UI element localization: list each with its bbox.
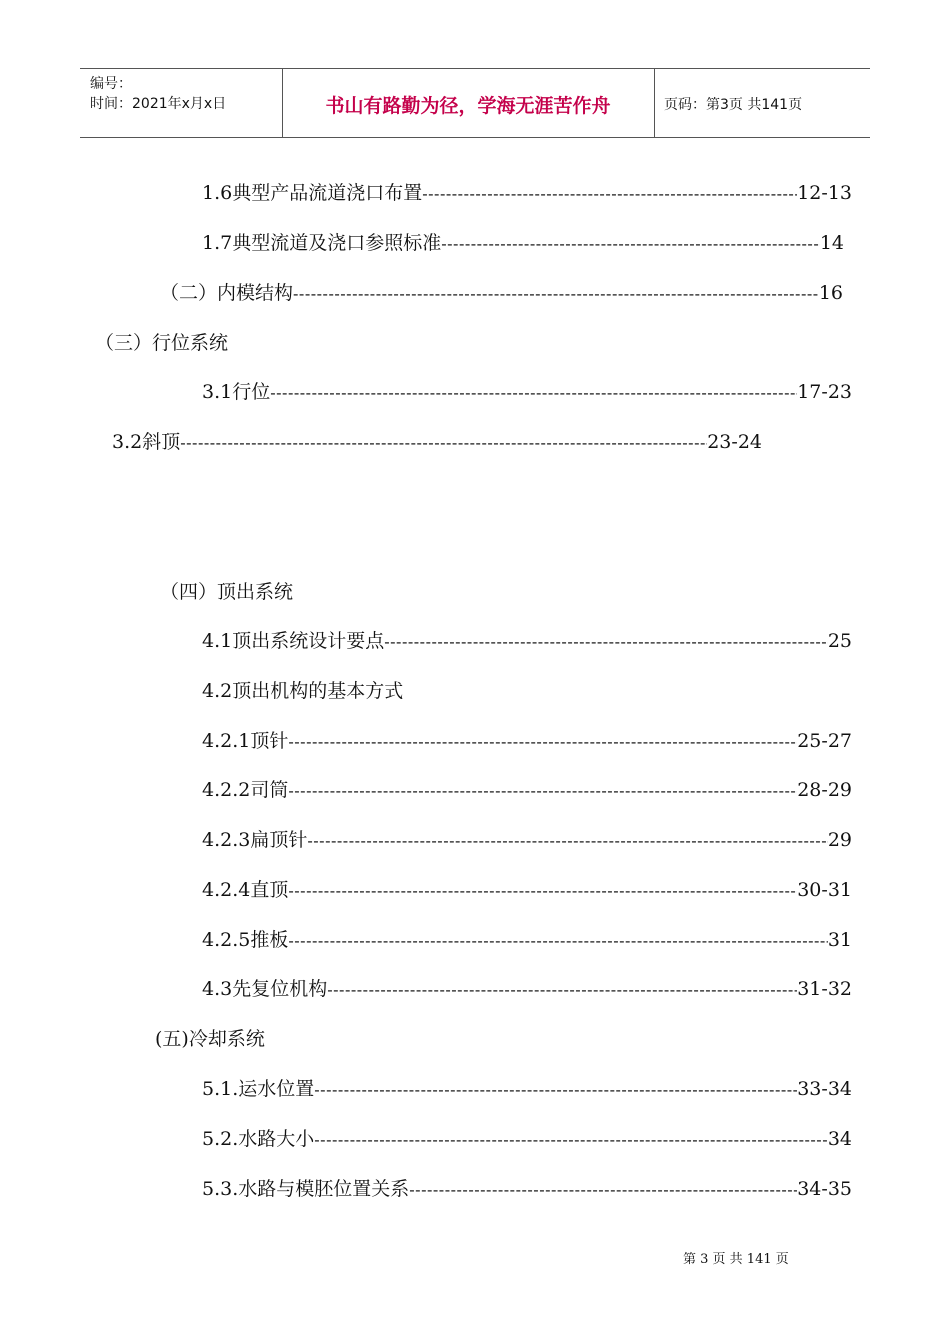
toc-entry-page: 34 — [827, 1128, 852, 1150]
toc-leader — [314, 1077, 797, 1103]
header-page-info: 页码：第3页 共141页 — [664, 97, 803, 113]
toc-entry[interactable] — [202, 877, 852, 904]
toc-leader — [270, 380, 797, 406]
toc-entry[interactable] — [202, 230, 844, 257]
toc-leader — [288, 928, 827, 954]
toc-entry-page: 31 — [827, 929, 852, 951]
toc-entry-page: 33-34 — [797, 1078, 852, 1100]
toc-entry[interactable] — [202, 628, 852, 655]
toc-entry-page: 34-35 — [797, 1178, 852, 1200]
toc-entry-title: 1.7典型流道及浇口参照标准 — [202, 232, 442, 254]
toc-leader — [441, 231, 820, 257]
toc-entry[interactable] — [202, 728, 852, 755]
toc-leader — [288, 778, 797, 804]
header-motto-cell — [282, 69, 655, 137]
toc-entry-title: 4.3先复位机构 — [202, 978, 328, 1000]
toc-leader — [307, 828, 827, 854]
toc-entry-title: 4.2.2司筒 — [202, 779, 289, 801]
toc-entry[interactable] — [202, 180, 852, 207]
toc-entry-title: 4.2.4直顶 — [202, 879, 289, 901]
toc-entry-title: 5.1.运水位置 — [202, 1078, 315, 1100]
toc-entry-page: 30-31 — [797, 879, 852, 901]
toc-entry[interactable] — [160, 280, 843, 307]
toc-leader — [288, 878, 797, 904]
toc-leader — [288, 729, 797, 755]
toc-leader — [384, 629, 828, 655]
toc-entry-title: 4.1顶出系统设计要点 — [202, 630, 385, 652]
toc-entry[interactable] — [202, 1176, 852, 1203]
toc-entry-title: (五)冷却系统 — [155, 1028, 265, 1050]
toc-entry-title: 5.3.水路与模胚位置关系 — [202, 1178, 410, 1200]
toc-entry-title: 1.6典型产品流道浇口布置 — [202, 182, 423, 204]
toc-entry[interactable] — [202, 1126, 852, 1153]
toc-entry-page: 25-27 — [797, 730, 852, 752]
toc-entry-page: 14 — [819, 232, 844, 254]
toc-entry-title: （二）内模结构 — [160, 282, 294, 304]
toc-entry[interactable] — [112, 429, 762, 456]
header-meta-cell — [80, 69, 283, 137]
toc-leader — [180, 430, 707, 456]
toc-entry-title: 4.2.5推板 — [202, 929, 289, 951]
toc-entry-page: 23-24 — [707, 431, 762, 453]
toc-section-heading[interactable] — [160, 579, 293, 605]
toc-entry[interactable] — [202, 827, 852, 854]
toc-section-heading[interactable] — [95, 330, 228, 356]
toc-leader — [327, 977, 797, 1003]
toc-entry[interactable] — [202, 927, 852, 954]
header-number-label: 编号： — [90, 76, 132, 92]
toc-leader — [409, 1177, 797, 1203]
toc-entry-page: 29 — [827, 829, 852, 851]
toc-entry-title: 4.2.1顶针 — [202, 730, 289, 752]
toc-entry-title: （三）行位系统 — [95, 332, 229, 354]
toc-entry-title: 3.1行位 — [202, 381, 271, 403]
toc-entry-page: 31-32 — [797, 978, 852, 1000]
toc-entry[interactable] — [202, 379, 852, 406]
toc-entry-page: 25 — [827, 630, 852, 652]
toc-entry[interactable] — [202, 1076, 852, 1103]
header-time-label: 时间：2021年x月x日 — [90, 96, 227, 112]
toc-subsection-heading[interactable] — [202, 678, 403, 704]
footer-page-info: 第 3 页 共 141 页 — [683, 1252, 789, 1267]
toc-entry[interactable] — [202, 777, 852, 804]
toc-entry[interactable] — [202, 976, 852, 1003]
toc-entry-title: 3.2斜顶 — [112, 431, 181, 453]
toc-leader — [314, 1127, 828, 1153]
toc-section-heading[interactable] — [155, 1026, 265, 1052]
toc-entry-title: 5.2.水路大小 — [202, 1128, 315, 1150]
toc-entry-page: 17-23 — [797, 381, 852, 403]
header-motto: 书山有路勤为径，学海无涯苦作舟 — [325, 95, 611, 117]
toc-entry-page: 16 — [818, 282, 843, 304]
toc-leader — [422, 181, 797, 207]
toc-leader — [293, 281, 819, 307]
header-page-cell — [654, 69, 870, 137]
toc-entry-title: 4.2顶出机构的基本方式 — [202, 680, 404, 702]
toc-entry-page: 12-13 — [797, 182, 852, 204]
toc-entry-title: （四）顶出系统 — [160, 581, 294, 603]
toc-entry-page: 28-29 — [797, 779, 852, 801]
document-header — [80, 68, 870, 138]
toc-entry-title: 4.2.3扁顶针 — [202, 829, 308, 851]
